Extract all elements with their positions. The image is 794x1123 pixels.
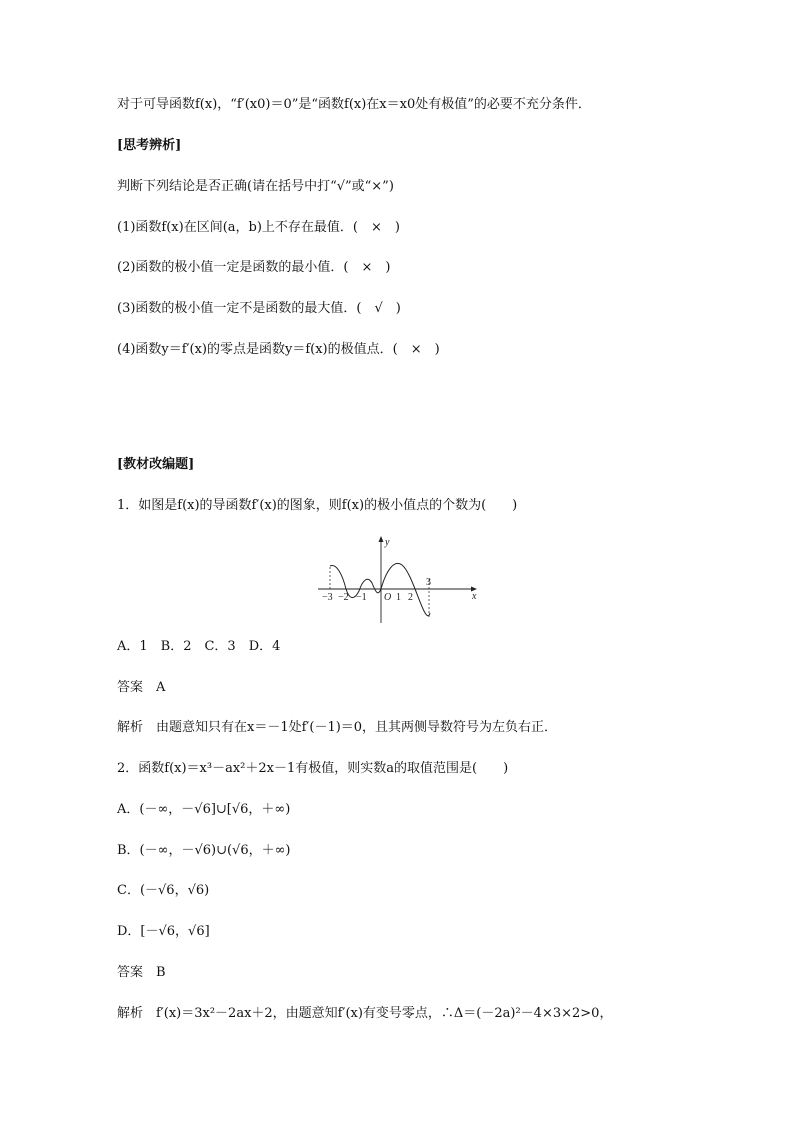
judge-item-4: (4)函数y＝f′(x)的零点是函数y＝f(x)的极值点．( × ) <box>117 342 440 357</box>
derivative-graph <box>314 533 484 625</box>
section-heading-textbook: [教材改编题] <box>117 457 195 472</box>
tick-label-2: 2 <box>408 592 413 603</box>
judge-prompt: 判断下列结论是否正确(请在括号中打“√”或“×”) <box>117 179 394 194</box>
question-1: 1．如图是f(x)的导函数f′(x)的图象，则f(x)的极小值点的个数为( ) <box>117 498 518 513</box>
tick-label-neg2: −2 <box>338 592 349 603</box>
section-heading-thinking: [思考辨析] <box>117 138 182 153</box>
origin-label: O <box>384 592 392 603</box>
question-2-option-c: C．(－√6，√6) <box>117 883 210 898</box>
question-2-option-b: B．(－∞，－√6)∪(√6，＋∞) <box>117 843 291 858</box>
question-2: 2．函数f(x)＝x³－ax²＋2x－1有极值，则实数a的取值范围是( ) <box>117 761 509 776</box>
tick-label-neg1: −1 <box>356 592 367 603</box>
judge-item-2: (2)函数的极小值一定是函数的最小值．( × ) <box>117 260 391 275</box>
question-2-option-d: D．[－√6，√6] <box>117 924 210 939</box>
question-2-option-a: A．(－∞，－√6]∪[√6，＋∞) <box>117 802 291 817</box>
x-axis-label: x <box>472 591 477 602</box>
question-1-answer: 答案 A <box>117 680 166 695</box>
question-2-analysis: 解析 f′(x)＝3x²－2ax＋2，由题意知f′(x)有变号零点，∴Δ＝(－2a)²－4×3×2>0， <box>117 1006 613 1021</box>
judge-item-3: (3)函数的极小值一定不是函数的最大值．( √ ) <box>117 301 401 316</box>
question-2-answer: 答案 B <box>117 965 166 980</box>
y-axis-label: y <box>385 537 390 548</box>
question-1-options: A．1 B．2 C．3 D．4 <box>117 639 281 654</box>
question-1-analysis: 解析 由题意知只有在x＝－1处f′(－1)＝0，且其两侧导数符号为左负右正． <box>117 720 558 735</box>
tick-label-1: 1 <box>396 592 401 603</box>
tick-label-neg3: −3 <box>322 592 333 603</box>
intro-text: 对于可导函数f(x)，“f′(x0)＝0”是“函数f(x)在x＝x0处有极值”的必要不充分条件． <box>117 97 591 112</box>
tick-label-3: 3 <box>426 577 431 588</box>
judge-item-1: (1)函数f(x)在区间(a，b)上不存在最值．( × ) <box>117 220 400 235</box>
